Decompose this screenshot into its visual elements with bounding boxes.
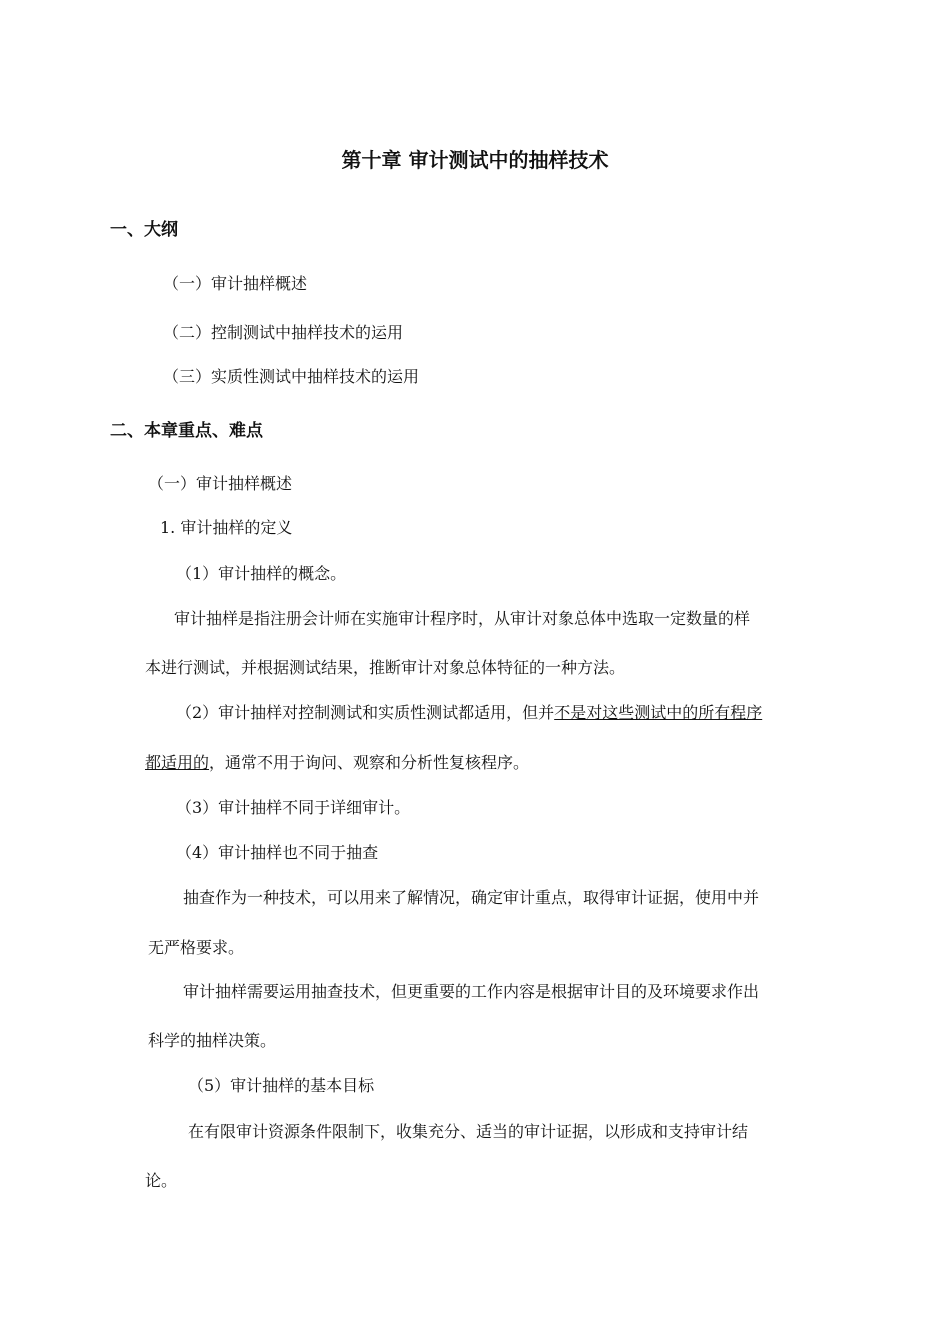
- item-5-heading: （5）审计抽样的基本目标: [188, 1076, 375, 1095]
- outline-item-3: （三）实质性测试中抽样技术的运用: [163, 367, 420, 386]
- chapter-title: 第十章 审计测试中的抽样技术: [341, 148, 609, 172]
- outline-item-2: （二）控制测试中抽样技术的运用: [163, 323, 404, 342]
- item-4-paragraph-line: 审计抽样需要运用抽查技术，但更重要的工作内容是根据审计目的及环境要求作出: [183, 982, 760, 1001]
- item-4-paragraph-line: 抽查作为一种技术，可以用来了解情况，确定审计重点，取得审计证据，使用中并: [183, 888, 760, 907]
- outline-item-1: （一）审计抽样概述: [163, 274, 308, 293]
- item-3-heading: （3）审计抽样不同于详细审计。: [176, 798, 411, 817]
- item-2-text: ，通常不用于询问、观察和分析性复核程序。: [209, 753, 530, 772]
- item-4-paragraph-line: 无严格要求。: [148, 938, 245, 957]
- item-2-line-2: [145, 752, 529, 774]
- item-4-paragraph-line: 科学的抽样决策。: [148, 1031, 277, 1050]
- item-1-heading: （1）审计抽样的概念。: [176, 564, 347, 583]
- item-1-paragraph-line: 审计抽样是指注册会计师在实施审计程序时，从审计对象总体中选取一定数量的样: [174, 609, 751, 628]
- item-2-line-1: [176, 702, 762, 724]
- item-2-underlined-text: 都适用的: [145, 753, 210, 772]
- subsection-heading: （一）审计抽样概述: [148, 474, 293, 493]
- key-points-heading: 二、本章重点、难点: [110, 421, 263, 441]
- definition-heading: 1. 审计抽样的定义: [160, 518, 293, 537]
- item-2-text: （2）审计抽样对控制测试和实质性测试都适用，但并: [176, 703, 555, 722]
- outline-heading: 一、大纲: [110, 220, 178, 240]
- item-2-underlined-text: 不是对这些测试中的所有程序: [554, 703, 763, 722]
- item-1-paragraph-line: 本进行测试，并根据测试结果，推断审计对象总体特征的一种方法。: [145, 658, 626, 677]
- item-5-paragraph-line: 论。: [145, 1171, 178, 1190]
- item-4-heading: （4）审计抽样也不同于抽查: [176, 843, 379, 862]
- item-5-paragraph-line: 在有限审计资源条件限制下，收集充分、适当的审计证据，以形成和支持审计结: [188, 1122, 749, 1141]
